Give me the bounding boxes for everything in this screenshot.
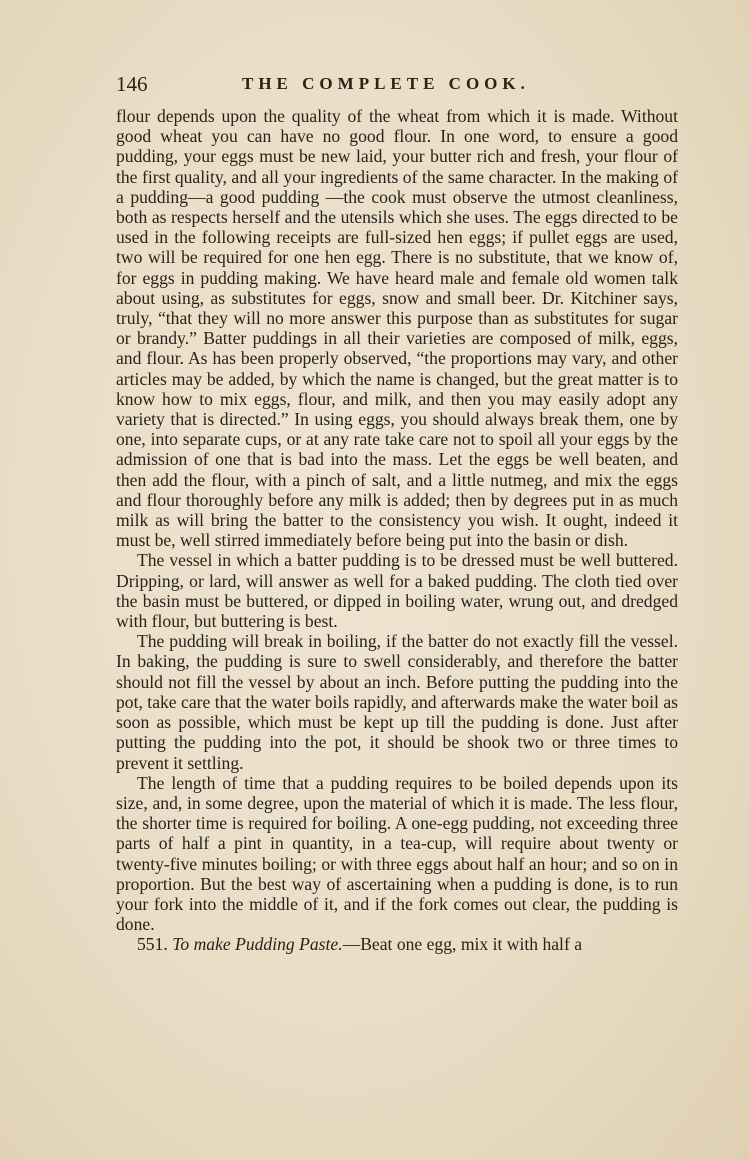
page-number: 146 (116, 72, 148, 96)
running-title: THE COMPLETE COOK. (242, 74, 530, 93)
recipe-text: —Beat one egg, mix it with half a (342, 934, 583, 955)
recipe-551 (116, 934, 678, 954)
paragraph-3: The pudding will break in boiling, if the batter do not exactly fill the vessel. In baking, the pudding is sure to swell considerably, and therefore the batter should not fill the vessel by about an inch. Before putting the pudding into the pot, take care that the water boils rapidly, and afterwards make the water boil as soon as possible, which must be kept up till the pudding is done. Just after putting the pudding into the pot, it should be shook two or three times to prevent it settling. (116, 631, 678, 773)
paragraph-4: The length of time that a pudding requires to be boiled depends upon its size, and, in some degree, upon the material of which it is made. The less flour, the shorter time is required for boiling. A one-egg pudding, not exceeding three parts of half a pint in quantity, in a tea-cup, will require about twenty or twenty-five minutes boiling; or with three eggs about half an hour; and so on in proportion. But the best way of ascertaining when a pudding is done, is to run your fork into the middle of it, and if the fork comes out clear, the pudding is done. (116, 772, 678, 935)
page-body (116, 106, 678, 955)
recipe-number: 551. (137, 934, 168, 955)
recipe-title: To make Pudding Paste. (172, 934, 343, 955)
paragraph-2: The vessel in which a batter pudding is to be dressed must be well buttered. Dripping, or lard, will answer as well for a baked pudding. The cloth tied over the basin must be buttered, or dipped in boiling water, wrung out, and dredged with flour, but buttering is best. (116, 550, 678, 632)
paragraph-1: flour depends upon the quality of the wheat from which it is made. Without good wheat you can have no good flour. In one word, to ensure a good pudding, your eggs must be new laid, your butter rich and fresh, your flour of the first quality, and all your ingredients of the same character. In the making of a pudding—a good pudding —the cook must observe the utmost cleanliness, both as respects herself and the utensils which she uses. The eggs directed to be used in the following receipts are full-sized hen eggs; if pullet eggs are used, two will be required for one hen egg. There is no substitute, that we know of, for eggs in pudding making. We have heard male and female old women talk about using, as substitutes for eggs, snow and small beer. Dr. Kitchiner says, truly, “that they will no more answer this purpose than as substitutes for sugar or brandy.” Batter puddings in all their varieties are composed of milk, eggs, and flour. As has been properly observed, “the proportions may vary, and other articles may be added, by which the name is changed, but the great matter is to know how to mix eggs, flour, and milk, and then you may easily adopt any variety that is directed.” In using eggs, you should always break them, one by one, into separate cups, or at any rate take care not to spoil all your eggs by the admission of one that is bad into the mass. Let the eggs be well beaten, and then add the flour, with a pinch of salt, and a little nutmeg, and mix the eggs and flour thoroughly before any milk is added; then by degrees put in as much milk as will bring the batter to the consistency you wish. It ought, indeed it must be, well stirred immediately before being put into the basin or dish. (116, 106, 678, 551)
